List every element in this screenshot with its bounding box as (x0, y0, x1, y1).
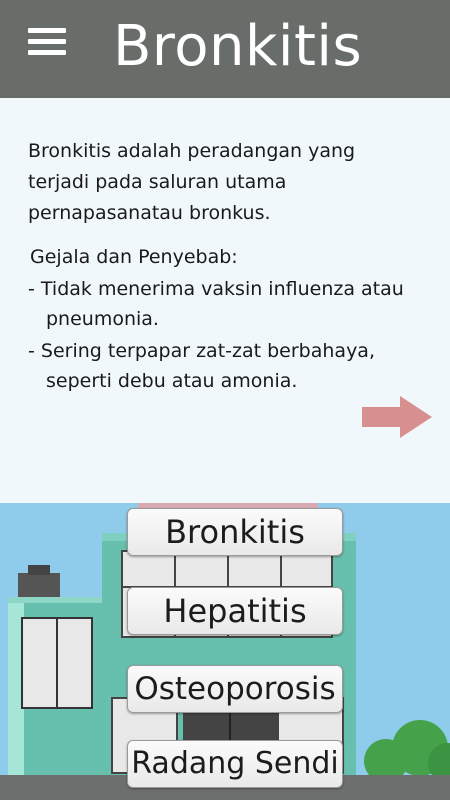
hamburger-menu-icon[interactable] (28, 28, 68, 58)
disease-button-radang-sendi[interactable]: Radang Sendi (127, 740, 343, 788)
page-title: Bronkitis (113, 14, 363, 79)
symptoms-heading: Gejala dan Penyebab: (30, 246, 238, 268)
app-bar (0, 0, 450, 98)
symptom-item: - Sering terpapar zat-zat berbahaya, seperti debu atau amonia. (28, 340, 375, 392)
description-text: Bronkitis adalah peradangan yang terjadi pada saluran utama pernapasanatau bronkus. (28, 140, 356, 224)
disease-button-hepatitis[interactable]: Hepatitis (127, 587, 343, 635)
symptom-item: - Tidak menerima vaksin influenza atau pneumonia. (28, 278, 404, 330)
disease-button-bronkitis[interactable]: Bronkitis (127, 508, 343, 556)
disease-button-osteoporosis[interactable]: Osteoporosis (127, 665, 343, 713)
arrow-right-icon[interactable] (360, 394, 434, 440)
symptoms-section (28, 242, 428, 396)
